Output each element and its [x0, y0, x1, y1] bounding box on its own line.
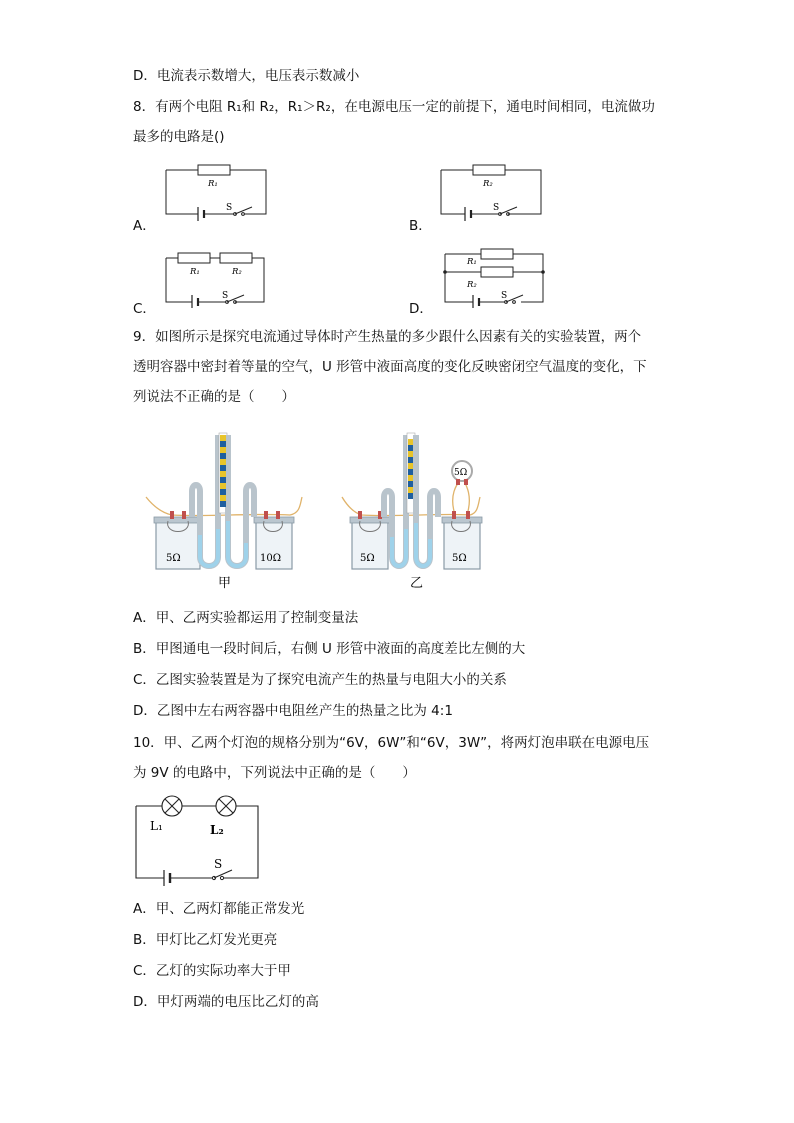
- q10-option-c[interactable]: C．乙灯的实际功率大于甲: [133, 963, 291, 979]
- q7-option-d: D．电流表示数增大，电压表示数减小: [133, 68, 360, 84]
- q9-experiment-figure: [140, 425, 510, 595]
- q9-option-c[interactable]: C．乙图实验装置是为了探究电流产生的热量与电阻大小的关系: [133, 672, 507, 688]
- q8-circuit-d: [435, 244, 551, 308]
- lamp-l2-icon: [216, 796, 236, 816]
- q9-stem-line2: 透明容器中密封着等量的空气，U 形管中液面高度的变化反映密闭空气温度的变化，下: [133, 359, 647, 375]
- q8-a-r1-label: R₁: [208, 179, 218, 189]
- q8-option-a-label[interactable]: A．: [133, 218, 156, 234]
- q10-option-d[interactable]: D．甲灯两端的电压比乙灯的高: [133, 994, 319, 1010]
- q10-stem-line2: 为 9V 的电路中，下列说法中正确的是（ ）: [133, 765, 416, 781]
- q8-b-r2-label: R₂: [483, 179, 493, 189]
- yi-right-resistance: 5Ω: [452, 553, 467, 564]
- q8-d-switch-label: S: [501, 291, 508, 301]
- q8-d-r2-label: R₂: [467, 280, 477, 290]
- q8-b-switch-label: S: [493, 203, 500, 213]
- q9-stem-line1: 9．如图所示是探究电流通过导体时产生热量的多少跟什么因素有关的实验装置，两个: [133, 329, 642, 345]
- q8-c-switch-label: S: [222, 291, 229, 301]
- q8-d-r1-label: R₁: [467, 257, 477, 267]
- q10-switch-label: S: [214, 857, 223, 871]
- q9-option-a[interactable]: A．甲、乙两实验都运用了控制变量法: [133, 610, 359, 626]
- jia-right-resistance: 10Ω: [260, 553, 282, 564]
- q8-option-c-label[interactable]: C．: [133, 301, 156, 317]
- yi-u-tube-right: [416, 435, 438, 566]
- q10-option-b[interactable]: B．甲灯比乙灯发光更亮: [133, 932, 278, 948]
- q10-l2-label: L₂: [210, 823, 224, 837]
- q8-a-switch-label: S: [226, 203, 233, 213]
- jia-left-resistance: 5Ω: [166, 553, 181, 564]
- q8-stem-line2: 最多的电路是(): [133, 129, 225, 145]
- jia-u-tube-right: [228, 435, 254, 566]
- yi-caption: 乙: [410, 576, 424, 591]
- q8-option-d-label[interactable]: D．: [409, 301, 433, 317]
- q10-l1-label: L₁: [150, 819, 163, 833]
- q9-stem-line3: 列说法不正确的是（ ）: [133, 389, 295, 405]
- q10-option-a[interactable]: A．甲、乙两灯都能正常发光: [133, 901, 305, 917]
- q10-stem-line1: 10．甲、乙两个灯泡的规格分别为“6V，6W”和“6V，3W”，将两灯泡串联在电源电压: [133, 735, 650, 751]
- q8-c-r2-label: R₂: [232, 267, 242, 277]
- jia-scale-stripes: [220, 435, 226, 507]
- q10-circuit: [128, 790, 268, 890]
- q9-option-d[interactable]: D．乙图中左右两容器中电阻丝产生的热量之比为 4:1: [133, 703, 453, 719]
- yi-external-resistance: 5Ω: [454, 468, 468, 478]
- q8-circuit-b: [435, 160, 547, 224]
- q8-stem-line1: 8．有两个电阻 R₁和 R₂，R₁＞R₂，在电源电压一定的前提下，通电时间相同，电流做功: [133, 99, 655, 115]
- q8-c-r1-label: R₁: [190, 267, 200, 277]
- q8-circuit-a: [160, 160, 272, 224]
- jia-caption: 甲: [218, 576, 232, 591]
- lamp-l1-icon: [162, 796, 182, 816]
- q9-option-b[interactable]: B．甲图通电一段时间后，右侧 U 形管中液面的高度差比左侧的大: [133, 641, 526, 657]
- q8-circuit-c: [160, 244, 272, 308]
- yi-left-resistance: 5Ω: [360, 553, 375, 564]
- q8-option-b-label[interactable]: B．: [409, 218, 432, 234]
